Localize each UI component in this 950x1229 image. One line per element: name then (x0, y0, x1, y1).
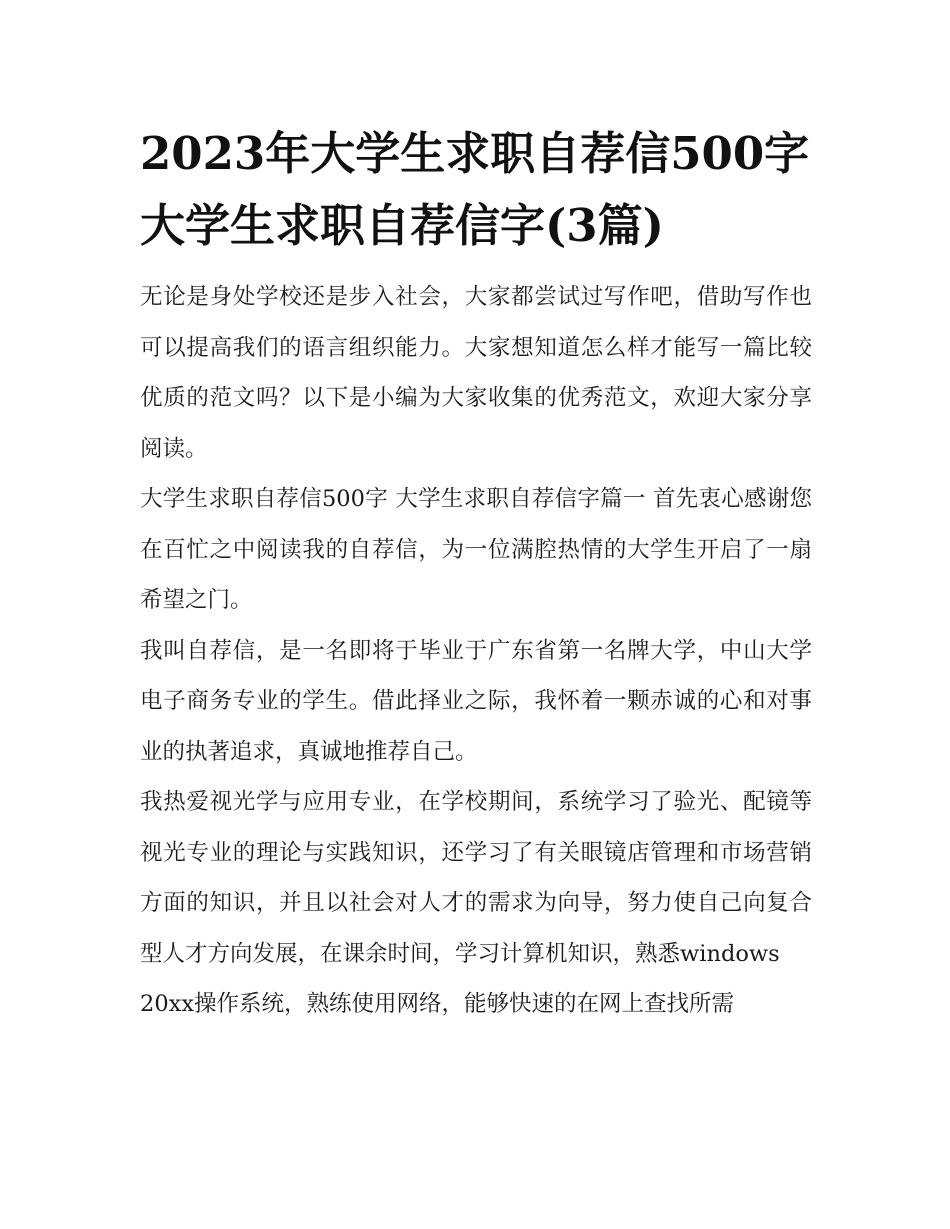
paragraph-skills: 我热爱视光学与应用专业，在学校期间，系统学习了验光、配镜等视光专业的理论与实践知识，还学习了有关眼镜店管理和市场营销方面的知识，并且以社会对人才的需求为向导，努力使自己向复合型人才方向发展，在课余时间，学习计算机知识，熟悉windows (140, 789, 812, 967)
document-body (140, 118, 812, 1030)
document-title: 2023年大学生求职自荐信500字 大学生求职自荐信字(3篇) (140, 127, 810, 252)
paragraph-continued: 20xx操作系统，熟练使用网络，能够快速的在网上查找所需 (140, 991, 735, 1017)
paragraph-self-introduction: 我叫自荐信，是一名即将于毕业于广东省第一名牌大学，中山大学电子商务专业的学生。借此择业之际，我怀着一颗赤诚的心和对事业的执著追求，真诚地推荐自己。 (140, 637, 812, 765)
paragraph-opening: 大学生求职自荐信500字 大学生求职自荐信字篇一 首先衷心感谢您在百忙之中阅读我的自荐信，为一位满腔热情的大学生开启了一扇希望之门。 (140, 486, 812, 613)
paragraph-intro: 无论是身处学校还是步入社会，大家都尝试过写作吧，借助写作也可以提高我们的语言组织能力。大家想知道怎么样才能写一篇比较优质的范文吗？以下是小编为大家收集的优秀范文，欢迎大家分享阅读。 (140, 284, 812, 462)
